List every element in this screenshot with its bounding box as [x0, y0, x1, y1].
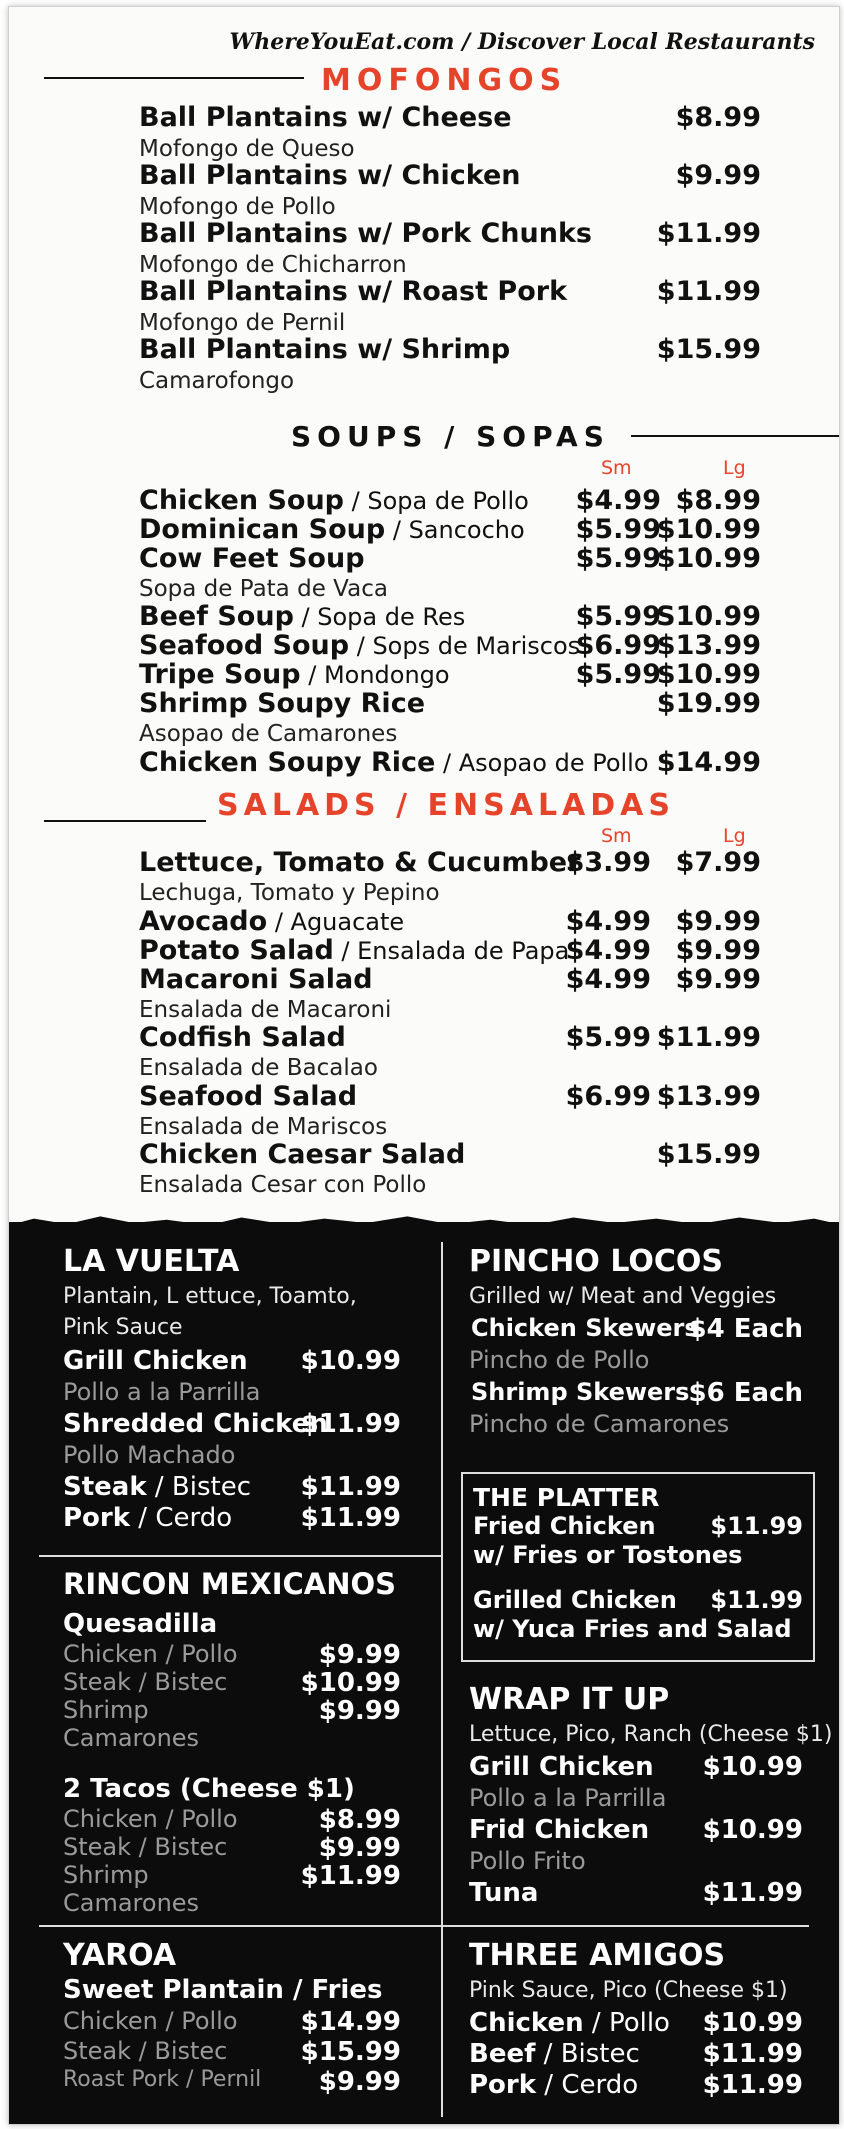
menu-item-spanish: Pollo Frito [469, 1847, 586, 1875]
menu-item-name: Beef Soup / Sopa de Res [139, 601, 466, 632]
menu-item-name: Seafood Soup / Sops de Mariscos [139, 630, 581, 661]
menu-item-name: Macaroni Salad [139, 964, 373, 995]
menu-item-name: Chicken / Pollo [469, 2008, 670, 2038]
menu-item-name: Grill Chicken [63, 1346, 248, 1376]
menu-item-name: Grill Chicken [469, 1752, 654, 1782]
menu-item-price: $11.99 [710, 1586, 803, 1614]
price-large: $9.99 [675, 964, 761, 995]
column-divider [441, 1242, 443, 2117]
section-title-la-vuelta: LA VUELTA [63, 1244, 240, 1279]
price-small: $6.99 [565, 1081, 651, 1112]
price-large: $10.99 [656, 659, 761, 690]
size-small-label: Sm [601, 457, 632, 479]
menu-item-name: Seafood Salad [139, 1081, 358, 1112]
price-large: $13.99 [656, 630, 761, 661]
section-rule [44, 77, 304, 79]
menu-item-name: Shrimp Soupy Rice [139, 688, 426, 719]
option-label: Chicken / Pollo [63, 2007, 238, 2035]
menu-item-detail: w/ Yuca Fries and Salad [473, 1615, 792, 1643]
menu-item-spanish: Mofongo de Pollo [139, 194, 336, 220]
menu-item-spanish: Camarofongo [139, 368, 295, 394]
menu-item-name: Shrimp Skewers [471, 1378, 690, 1406]
menu-item-price: $11.99 [300, 1503, 401, 1533]
menu-item-name: Lettuce, Tomato & Cucumber [139, 847, 581, 878]
menu-item-price: $11.99 [702, 2070, 803, 2100]
section-rule [44, 820, 206, 822]
menu-item-name: Frid Chicken [469, 1815, 650, 1845]
menu-item-name: Chicken Soup / Sopa de Pollo [139, 485, 529, 516]
section-subtitle: Sweet Plantain / Fries [63, 1975, 383, 2005]
menu-item-price: $11.99 [656, 276, 761, 307]
price-small: $4.99 [565, 906, 651, 937]
price-small: $5.99 [575, 659, 661, 690]
option-label: Shrimp [63, 1696, 149, 1724]
price-large: $7.99 [675, 847, 761, 878]
menu-item-name: Ball Plantains w/ Cheese [139, 102, 512, 133]
price-large: $10.99 [656, 543, 761, 574]
price-large: $11.99 [656, 1022, 761, 1053]
menu-item-price: $11.99 [710, 1512, 803, 1540]
section-title-wrap-it-up: WRAP IT UP [469, 1682, 670, 1717]
section-description: Lettuce, Pico, Ranch (Cheese $1) [469, 1722, 833, 1747]
option-price: $8.99 [318, 1805, 401, 1835]
menu-item-spanish: Ensalada de Mariscos [139, 1114, 388, 1140]
price-small: $5.99 [575, 514, 661, 545]
menu-item-price: $11.99 [656, 218, 761, 249]
row-divider [39, 1555, 441, 1557]
option-price: $9.99 [318, 2067, 401, 2097]
menu-item-name: Chicken Skewers [471, 1314, 699, 1342]
option-price: $15.99 [300, 2037, 401, 2067]
menu-item-name: Chicken Soupy Rice / Asopao de Pollo [139, 747, 649, 778]
menu-item-name: Shredded Chicken [63, 1409, 328, 1439]
option-label: Roast Pork / Pernil [63, 2067, 262, 2092]
menu-item-price: $11.99 [300, 1472, 401, 1502]
menu-item-spanish: Pincho de Pollo [469, 1346, 650, 1374]
menu-item-name: Dominican Soup / Sancocho [139, 514, 525, 545]
price-small: $4.99 [565, 935, 651, 966]
menu-item-price: $10.99 [702, 2008, 803, 2038]
option-price: $10.99 [300, 1668, 401, 1698]
menu-item-spanish: Ensalada Cesar con Pollo [139, 1172, 427, 1198]
menu-item-name: Potato Salad / Ensalada de Papa [139, 935, 570, 966]
section-title-three-amigos: THREE AMIGOS [469, 1938, 726, 1973]
price-small: $3.99 [565, 847, 651, 878]
option-label: Camarones [63, 1889, 200, 1917]
option-label: Camarones [63, 1724, 200, 1752]
section-rule [631, 435, 839, 437]
price-small: $4.99 [575, 485, 661, 516]
menu-item-name: Beef / Bistec [469, 2039, 640, 2069]
option-label: Chicken / Pollo [63, 1805, 238, 1833]
menu-item-price: $15.99 [656, 334, 761, 365]
option-label: Steak / Bistec [63, 1668, 228, 1696]
option-price: $9.99 [318, 1640, 401, 1670]
menu-item-spanish: Pollo Machado [63, 1441, 236, 1469]
option-label: Chicken / Pollo [63, 1640, 238, 1668]
menu-item-name: Grilled Chicken [473, 1586, 677, 1614]
price-small: $6.99 [575, 630, 661, 661]
row-divider [39, 1925, 809, 1927]
price-large: $15.99 [656, 1139, 761, 1170]
size-large-label: Lg [723, 825, 746, 847]
section-title-soups: SOUPS / SOPAS [291, 420, 610, 453]
menu-item-spanish: Ensalada de Bacalao [139, 1055, 378, 1081]
price-small: $5.99 [575, 543, 661, 574]
menu-item-price: $10.99 [300, 1346, 401, 1376]
menu-item-price: $6 Each [688, 1378, 803, 1408]
section-description: Pink Sauce, Pico (Cheese $1) [469, 1978, 788, 2003]
menu-item-name: 2 Tacos (Cheese $1) [63, 1774, 355, 1804]
section-title-rincon-mexicanos: RINCON MEXICANOS [63, 1567, 397, 1601]
price-small: $5.99 [575, 601, 661, 632]
section-title-the-platter: THE PLATTER [473, 1483, 660, 1512]
menu-item-spanish: Lechuga, Tomato y Pepino [139, 880, 440, 906]
menu-item-spanish: Sopa de Pata de Vaca [139, 576, 388, 602]
menu-item-name: Codfish Salad [139, 1022, 346, 1053]
option-label: Steak / Bistec [63, 1833, 228, 1861]
menu-item-price: $10.99 [702, 1752, 803, 1782]
section-description: Pink Sauce [63, 1315, 183, 1340]
menu-item-price: $11.99 [300, 1409, 401, 1439]
menu-item-spanish: Mofongo de Chicharron [139, 252, 407, 278]
price-large: $10.99 [656, 514, 761, 545]
price-large: $19.99 [656, 688, 761, 719]
menu-item-name: Pork / Cerdo [469, 2070, 639, 2100]
price-small: $4.99 [565, 964, 651, 995]
menu-item-price: $11.99 [702, 2039, 803, 2069]
price-large: $13.99 [656, 1081, 761, 1112]
price-small: $5.99 [565, 1022, 651, 1053]
option-price: $14.99 [300, 2007, 401, 2037]
section-title-yaroa: YAROA [63, 1938, 177, 1973]
menu-item-name: Tuna [469, 1878, 539, 1908]
price-large: $8.99 [675, 485, 761, 516]
option-price: $9.99 [318, 1696, 401, 1726]
menu-item-price: $4 Each [688, 1314, 803, 1344]
menu-item-name: Steak / Bistec [63, 1472, 252, 1502]
menu-item-name: Ball Plantains w/ Pork Chunks [139, 218, 592, 249]
menu-item-price: $11.99 [702, 1878, 803, 1908]
menu-item-price: $10.99 [702, 1815, 803, 1845]
menu-item-price: $8.99 [675, 102, 761, 133]
menu-item-name: Pork / Cerdo [63, 1503, 233, 1533]
price-large: $9.99 [675, 906, 761, 937]
section-title-pincho-locos: PINCHO LOCOS [469, 1244, 724, 1279]
menu-item-spanish: Pollo a la Parrilla [469, 1784, 667, 1812]
size-large-label: Lg [723, 457, 746, 479]
section-description: Plantain, L ettuce, Toamto, [63, 1284, 357, 1309]
option-price: $11.99 [300, 1861, 401, 1891]
menu-item-name: Cow Feet Soup [139, 543, 365, 574]
section-title-salads: SALADS / ENSALADAS [217, 788, 675, 823]
price-large: $9.99 [675, 935, 761, 966]
torn-edge [9, 1212, 839, 1234]
menu-paper [8, 6, 840, 2125]
menu-item-spanish: Pincho de Camarones [469, 1410, 730, 1438]
menu-item-name: Ball Plantains w/ Chicken [139, 160, 521, 191]
menu-item-spanish: Mofongo de Pernil [139, 310, 346, 336]
size-small-label: Sm [601, 825, 632, 847]
menu-item-name: Fried Chicken [473, 1512, 656, 1540]
option-label: Shrimp [63, 1861, 149, 1889]
menu-item-spanish: Ensalada de Macaroni [139, 997, 392, 1023]
menu-item-detail: w/ Fries or Tostones [473, 1541, 743, 1569]
section-description: Grilled w/ Meat and Veggies [469, 1284, 777, 1309]
menu-item-name: Ball Plantains w/ Roast Pork [139, 276, 568, 307]
price-large: S10.99 [656, 601, 761, 632]
option-label: Steak / Bistec [63, 2037, 228, 2065]
menu-item-name: Tripe Soup / Mondongo [139, 659, 450, 690]
menu-item-spanish: Pollo a la Parrilla [63, 1378, 261, 1406]
menu-item-name: Chicken Caesar Salad [139, 1139, 466, 1170]
menu-item-price: $9.99 [675, 160, 761, 191]
price-large: $14.99 [656, 747, 761, 778]
menu-item-spanish: Mofongo de Queso [139, 136, 355, 162]
menu-item-name: Quesadilla [63, 1609, 218, 1639]
option-price: $9.99 [318, 1833, 401, 1863]
specials-panel [9, 1222, 839, 2124]
section-title-mofongos: MOFONGOS [321, 63, 568, 98]
site-caption: WhereYouEat.com / Discover Local Restaurants [229, 29, 815, 55]
menu-item-name: Ball Plantains w/ Shrimp [139, 334, 511, 365]
menu-item-name: Avocado / Aguacate [139, 906, 405, 937]
menu-item-spanish: Asopao de Camarones [139, 721, 398, 747]
